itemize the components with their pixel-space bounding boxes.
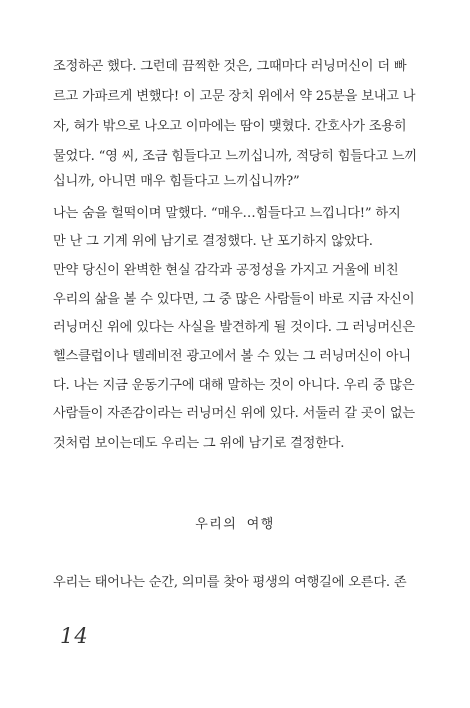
section-heading: 우리의 여행 xyxy=(195,517,275,532)
body-line: 만 난 그 기계 위에 남기로 결정했다. 난 포기하지 않았다. xyxy=(53,234,373,249)
body-line: 우리는 태어나는 순간, 의미를 찾아 평생의 여행길에 오른다. 존 xyxy=(53,575,407,590)
body-line: 다. 나는 지금 운동기구에 대해 말하는 것이 아니다. 우리 중 많은 xyxy=(53,378,415,393)
body-line: 자, 혀가 밖으로 나오고 이마에는 땀이 맺혔다. 간호사가 조용히 xyxy=(53,119,407,134)
body-line: 헬스클럽이나 텔레비전 광고에서 볼 수 있는 그 러닝머신이 아니 xyxy=(53,349,411,364)
body-line: 르고 가파르게 변했다! 이 고문 장치 위에서 약 25분을 보내고 나 xyxy=(53,89,416,104)
body-line: 나는 숨을 헐떡이며 말했다. “매우…힘들다고 느낍니다!” 하지 xyxy=(53,206,401,221)
page-number: 14 xyxy=(60,624,89,648)
body-line: 우리의 삶을 볼 수 있다면, 그 중 많은 사람들이 바로 지금 자신이 xyxy=(53,292,415,307)
body-line: 십니까, 아니면 매우 힘들다고 느끼십니까?” xyxy=(53,174,300,189)
body-line: 물었다. “영 씨, 조금 힘들다고 느끼십니까, 적당히 힘들다고 느끼 xyxy=(53,149,417,164)
body-line: 만약 당신이 완벽한 현실 감각과 공정성을 가지고 거울에 비친 xyxy=(53,263,399,278)
body-line: 러닝머신 위에 있다는 사실을 발견하게 될 것이다. 그 러닝머신은 xyxy=(53,320,415,335)
body-line: 조정하곤 했다. 그런데 끔찍한 것은, 그때마다 러닝머신이 더 빠 xyxy=(53,59,407,74)
body-line: 사람들이 자존감이라는 러닝머신 위에 있다. 서둘러 갈 곳이 없는 xyxy=(53,406,415,421)
body-line: 것처럼 보이는데도 우리는 그 위에 남기로 결정한다. xyxy=(53,436,345,451)
